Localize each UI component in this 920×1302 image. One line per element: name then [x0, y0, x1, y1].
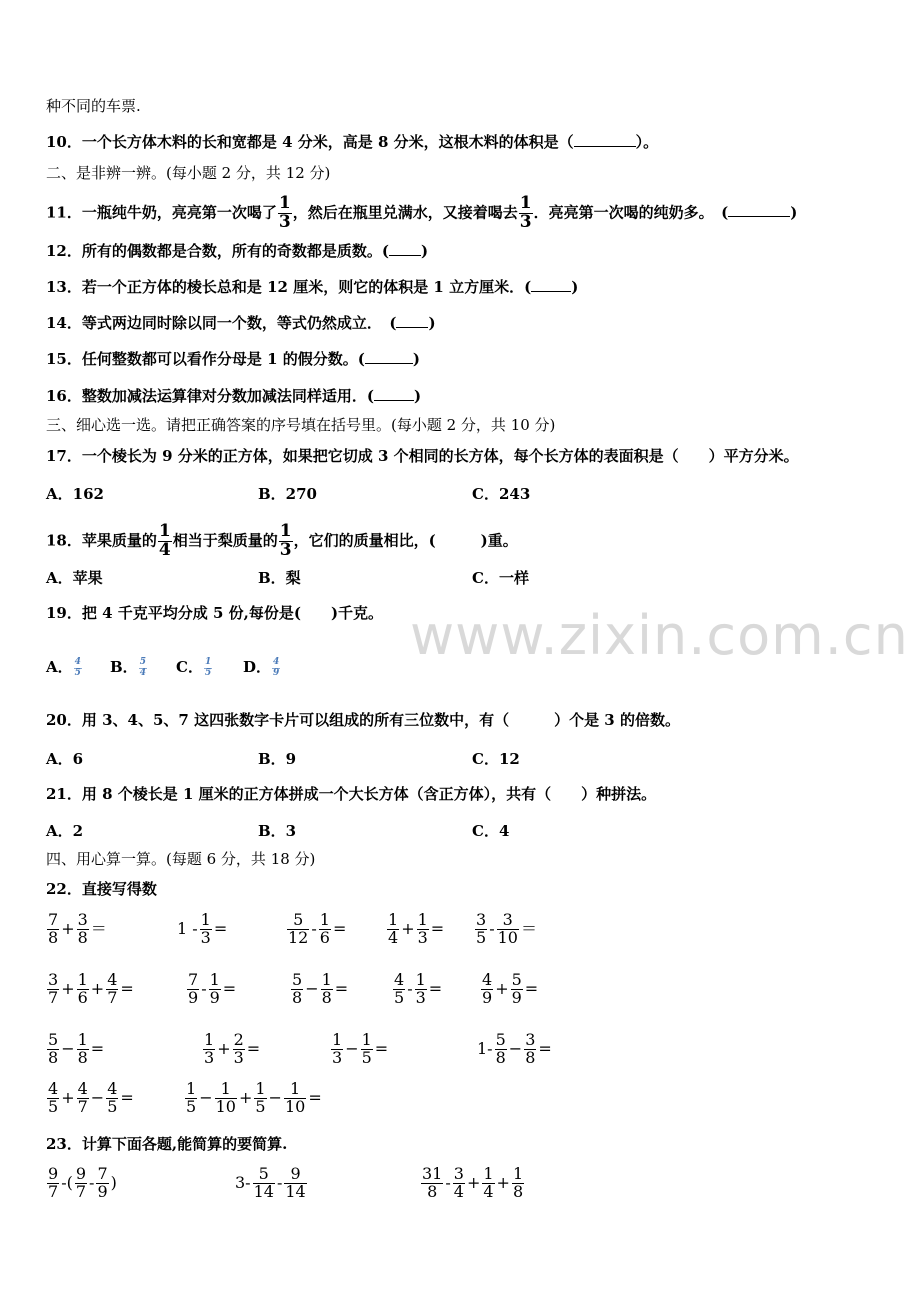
numerator: 4 — [48, 1079, 59, 1098]
numerator: 1 — [332, 1030, 343, 1049]
denominator: 3 — [417, 927, 428, 947]
numerator: 3 — [453, 1164, 464, 1183]
operator: + — [61, 979, 75, 999]
operator: + — [238, 1088, 253, 1108]
q10-text: 10．一个长方体木料的长和宽都是 4 分米，高是 8 分米，这根木料的体积是（ — [46, 133, 574, 151]
answer-blank[interactable] — [374, 386, 414, 401]
q15-end: ) — [412, 350, 420, 368]
fraction — [47, 1166, 59, 1201]
operator: = — [120, 1088, 134, 1108]
denominator: 4 — [453, 1181, 464, 1201]
section-2-heading: 二、是非辨一辨。(每小题 2 分，共 12 分) — [46, 164, 331, 182]
operator: = — [213, 919, 228, 939]
question-23: 23．计算下面各题,能简算的要简算. — [46, 1135, 288, 1153]
fraction — [253, 1166, 275, 1201]
label: C． — [176, 658, 203, 676]
fraction — [47, 1032, 59, 1067]
denominator: 5 — [476, 927, 487, 947]
question-17: 17．一个棱长为 9 分米的正方体，如果把它切成 3 个相同的长方体，每个长方体的表面积是（ ）平方分米。 — [46, 447, 799, 465]
numerator: 5 — [495, 1030, 506, 1049]
operator: + — [217, 1039, 231, 1059]
denominator: 3 — [200, 927, 211, 947]
denominator: 8 — [48, 927, 59, 947]
question-15 — [46, 349, 420, 369]
numerator: 1 — [284, 1081, 306, 1099]
fraction — [200, 912, 212, 947]
denominator: 3 — [204, 1047, 215, 1067]
fraction — [481, 972, 493, 1007]
numerator: 2 — [233, 1030, 244, 1049]
operator: − — [61, 1039, 75, 1059]
question-19: 19．把 4 千克平均分成 5 份,每份是( )千克。 — [46, 604, 384, 622]
numerator: 1 — [186, 1079, 197, 1098]
q18-option-b[interactable]: B．梨 — [258, 569, 301, 587]
fraction — [47, 1081, 59, 1116]
operator: - — [407, 979, 413, 999]
text: 种不同的车票. — [46, 97, 141, 115]
denominator: 4 — [388, 927, 399, 947]
operator: − — [345, 1039, 359, 1059]
fraction — [417, 912, 429, 947]
q18-option-a[interactable]: A．苹果 — [46, 569, 103, 587]
operator: ＝ — [520, 919, 537, 939]
question-11 — [46, 195, 797, 232]
numerator: 1 — [415, 970, 426, 989]
fraction — [331, 1032, 343, 1067]
numerator: 1 — [519, 193, 532, 213]
question-10 — [46, 132, 658, 152]
fraction — [203, 1032, 215, 1067]
numerator: 5 — [287, 912, 309, 930]
numerator: 4 — [273, 657, 280, 668]
operator: − — [90, 1088, 105, 1108]
fraction — [96, 1166, 108, 1201]
numerator: 3 — [476, 910, 487, 929]
calc-expression — [46, 1166, 118, 1201]
denominator: 7 — [107, 987, 118, 1007]
fraction — [204, 658, 212, 678]
section-4-heading: 四、用心算一算。(每题 6 分，共 18 分) — [46, 850, 316, 868]
operator: + — [90, 979, 105, 999]
q10-end: ）。 — [635, 133, 659, 151]
fraction — [77, 912, 89, 947]
numerator: 1 — [204, 1030, 215, 1049]
numerator: 5 — [511, 970, 522, 989]
denominator: 3 — [278, 211, 291, 232]
denominator: 8 — [321, 987, 332, 1007]
operator: + — [61, 919, 75, 939]
calc-expression — [286, 912, 347, 947]
operator: − — [305, 979, 319, 999]
denominator: 9 — [273, 667, 280, 678]
denominator: 8 — [495, 1047, 506, 1067]
fraction — [511, 972, 523, 1007]
denominator: 9 — [97, 1181, 108, 1201]
numerator: 4 — [107, 1079, 118, 1098]
denominator: 5 — [204, 667, 212, 678]
fraction — [482, 1166, 494, 1201]
denominator: 8 — [77, 1047, 88, 1067]
calc-expression — [46, 912, 108, 947]
operator: = — [538, 1039, 552, 1059]
denominator: 7 — [48, 987, 59, 1007]
operator: ＝ — [90, 919, 107, 939]
continued-line — [46, 96, 141, 116]
q14-end: ) — [428, 314, 436, 332]
calc-expression — [330, 1032, 389, 1067]
numerator: 1 — [483, 1164, 494, 1183]
fraction — [497, 912, 519, 947]
question-14 — [46, 313, 436, 333]
fraction — [209, 972, 221, 1007]
calc-expression — [234, 1166, 308, 1201]
numerator: 4 — [394, 970, 405, 989]
numerator: 7 — [48, 910, 59, 929]
numerator: 1 — [279, 521, 292, 541]
fraction — [421, 1166, 443, 1201]
numerator: 7 — [97, 1164, 108, 1183]
fraction — [47, 912, 59, 947]
fraction — [77, 1081, 89, 1116]
q19-option-c[interactable] — [176, 656, 213, 678]
q19-option-d[interactable] — [243, 656, 281, 678]
denominator: 5 — [255, 1096, 266, 1116]
operator: = — [120, 979, 134, 999]
numerator: 1 — [215, 1081, 237, 1099]
fraction — [495, 1032, 507, 1067]
answer-blank[interactable] — [365, 349, 413, 364]
operator: 1 - — [177, 919, 198, 939]
q14-text: 14．等式两边同时除以同一个数，等式仍然成立． ( — [46, 314, 397, 332]
q18-option-c[interactable]: C．一样 — [472, 569, 529, 587]
denominator: 7 — [77, 1096, 88, 1116]
calc-expression — [420, 1166, 525, 1201]
q11-text-c: ．亮亮第一次喝的纯奶多。 ( — [533, 203, 729, 222]
denominator: 10 — [215, 1096, 236, 1116]
denominator: 14 — [253, 1181, 274, 1201]
q17-option-c[interactable]: C．243 — [472, 485, 531, 503]
fraction — [387, 912, 399, 947]
operator: 1- — [477, 1039, 493, 1059]
numerator: 4 — [74, 657, 81, 668]
numerator: 5 — [139, 657, 146, 668]
answer-blank[interactable] — [574, 132, 636, 147]
q21-option-b[interactable]: B．3 — [258, 822, 297, 840]
question-21: 21．用 8 个棱长是 1 厘米的正方体拼成一个大长方体（含正方体），共有（ ）种拼法。 — [46, 785, 657, 803]
calc-expression — [184, 1081, 323, 1116]
denominator: 9 — [188, 987, 199, 1007]
q20-option-c[interactable]: C．12 — [472, 750, 520, 768]
fraction — [284, 1081, 306, 1116]
operator: - — [89, 1173, 95, 1193]
numerator: 1 — [204, 657, 212, 668]
question-18 — [46, 523, 518, 560]
numerator: 1 — [319, 910, 330, 929]
numerator: 5 — [253, 1166, 275, 1184]
calc-expression — [480, 972, 539, 1007]
denominator: 5 — [394, 987, 405, 1007]
denominator: 8 — [512, 1181, 524, 1201]
calc-expression — [392, 972, 443, 1007]
numerator: 3 — [77, 910, 88, 929]
denominator: 8 — [427, 1181, 438, 1201]
numerator: 1 — [158, 521, 171, 541]
question-22: 22．直接写得数 — [46, 880, 157, 898]
denominator: 5 — [107, 1096, 118, 1116]
denominator: 5 — [186, 1096, 197, 1116]
numerator: 1 — [388, 910, 399, 929]
fraction — [47, 972, 59, 1007]
fraction — [475, 912, 487, 947]
fraction — [187, 972, 199, 1007]
denominator: 8 — [48, 1047, 59, 1067]
fraction — [185, 1081, 197, 1116]
fraction — [254, 1081, 266, 1116]
numerator: 1 — [255, 1079, 266, 1098]
q15-text: 15．任何整数都可以看作分母是 1 的假分数。( — [46, 350, 365, 368]
denominator: 5 — [74, 667, 81, 678]
numerator: 31 — [422, 1164, 443, 1183]
question-12 — [46, 241, 428, 261]
denominator: 7 — [48, 1181, 59, 1201]
fraction — [512, 1166, 524, 1201]
operator: − — [508, 1039, 523, 1059]
q12-end: ) — [420, 242, 429, 260]
fraction — [75, 1166, 87, 1201]
fraction — [291, 972, 303, 1007]
operator: = — [524, 979, 539, 999]
watermark: www.zixin.com.cn — [410, 604, 909, 667]
calc-expression — [476, 1032, 553, 1067]
fraction-one-third — [279, 523, 293, 560]
operator: - — [276, 1173, 283, 1193]
fraction — [393, 972, 405, 1007]
q11-end: ) — [790, 203, 798, 222]
fraction — [361, 1032, 373, 1067]
q13-text: 13．若一个正方体的棱长总和是 12 厘米，则它的体积是 1 立方厘米．( — [46, 278, 532, 296]
denominator: 10 — [284, 1096, 306, 1116]
denominator: 4 — [483, 1181, 494, 1201]
q17-option-b[interactable]: B．270 — [258, 485, 317, 503]
numerator: 5 — [292, 970, 303, 989]
calc-expression — [176, 912, 228, 947]
denominator: 9 — [209, 987, 220, 1007]
operator: = — [246, 1039, 261, 1059]
denominator: 7 — [75, 1181, 87, 1201]
q18-text-a: 18．苹果质量的 — [46, 531, 157, 550]
operator: = — [334, 979, 349, 999]
operator: + — [495, 979, 509, 999]
fraction — [74, 658, 82, 678]
question-13 — [46, 277, 578, 297]
operator: -( — [61, 1173, 73, 1193]
operator: 3- — [235, 1173, 251, 1193]
numerator: 9 — [75, 1164, 87, 1183]
denominator: 3 — [332, 1047, 343, 1067]
numerator: 1 — [209, 970, 220, 989]
denominator: 6 — [319, 927, 330, 947]
calc-expression — [290, 972, 349, 1007]
operator: = — [90, 1039, 105, 1059]
denominator: 4 — [158, 539, 171, 560]
q18-text-b: 相当于梨质量的 — [172, 531, 278, 550]
denominator: 5 — [361, 1047, 372, 1067]
q11-text-b: ，然后在瓶里兑满水，又接着喝去 — [292, 203, 518, 222]
operator: + — [61, 1088, 75, 1108]
numerator: 5 — [48, 1030, 59, 1049]
denominator: 9 — [511, 987, 522, 1007]
q21-option-c[interactable]: C．4 — [472, 822, 510, 840]
fraction — [415, 972, 427, 1007]
answer-blank[interactable] — [389, 241, 421, 256]
q11-text-a: 11．一瓶纯牛奶，亮亮第一次喝了 — [46, 203, 277, 222]
numerator: 9 — [284, 1166, 306, 1184]
calc-expression — [202, 1032, 261, 1067]
q19-option-b[interactable] — [110, 656, 148, 678]
fraction-one-fourth — [158, 523, 172, 560]
q21-option-a[interactable]: A．2 — [46, 822, 84, 840]
denominator: 8 — [525, 1047, 536, 1067]
answer-blank[interactable] — [396, 313, 428, 328]
operator: = — [374, 1039, 389, 1059]
operator: = — [428, 979, 443, 999]
denominator: 5 — [48, 1096, 59, 1116]
operator: - — [311, 919, 317, 939]
calc-expression — [46, 1081, 135, 1116]
operator: − — [199, 1088, 213, 1108]
q12-text: 12．所有的偶数都是合数，所有的奇数都是质数。( — [46, 242, 389, 260]
fraction — [139, 658, 147, 678]
numerator: 3 — [48, 970, 59, 989]
numerator: 4 — [482, 970, 493, 989]
fraction — [287, 912, 309, 947]
numerator: 1 — [417, 910, 428, 929]
fraction — [453, 1166, 465, 1201]
q17-option-a[interactable]: A．162 — [46, 485, 104, 503]
fraction — [284, 1166, 306, 1201]
fraction — [106, 1081, 118, 1116]
operator: - — [445, 1173, 451, 1193]
denominator: 3 — [519, 211, 532, 232]
fraction — [233, 1032, 245, 1067]
fraction-one-third-2 — [519, 195, 533, 232]
q20-option-b[interactable]: B．9 — [258, 750, 297, 768]
denominator: 3 — [233, 1047, 244, 1067]
fraction-one-third — [278, 195, 292, 232]
section-3-heading: 三、细心选一选。请把正确答案的序号填在括号里。(每小题 2 分，共 10 分) — [46, 416, 556, 434]
operator: ) — [110, 1173, 117, 1193]
numerator: 3 — [497, 912, 519, 930]
numerator: 4 — [107, 970, 118, 989]
operator: + — [496, 1173, 510, 1193]
operator: = — [222, 979, 237, 999]
numerator: 1 — [321, 970, 332, 989]
calc-expression — [474, 912, 538, 947]
operator: = — [332, 919, 347, 939]
fraction — [272, 658, 280, 678]
calc-expression — [186, 972, 237, 1007]
label: B． — [110, 658, 138, 676]
denominator: 10 — [497, 927, 518, 947]
q20-option-a[interactable]: A．6 — [46, 750, 84, 768]
fraction — [215, 1081, 237, 1116]
numerator: 7 — [188, 970, 199, 989]
numerator: 4 — [77, 1079, 88, 1098]
operator: + — [401, 919, 415, 939]
answer-blank[interactable] — [728, 202, 790, 217]
fraction — [77, 972, 89, 1007]
fraction — [319, 912, 331, 947]
numerator: 1 — [512, 1164, 524, 1183]
question-20: 20．用 3、4、5、7 这四张数字卡片可以组成的所有三位数中，有（ ）个是 3 的倍数。 — [46, 711, 680, 729]
numerator: 1 — [77, 970, 88, 989]
denominator: 3 — [415, 987, 426, 1007]
operator: − — [268, 1088, 282, 1108]
label: D． — [243, 658, 272, 676]
numerator: 9 — [48, 1164, 59, 1183]
denominator: 6 — [77, 987, 88, 1007]
numerator: 3 — [525, 1030, 536, 1049]
q19-option-a[interactable] — [46, 656, 83, 678]
q16-end: ) — [413, 387, 422, 405]
calc-expression — [46, 972, 135, 1007]
numerator: 1 — [278, 193, 291, 213]
denominator: 3 — [279, 539, 292, 560]
denominator: 4 — [139, 667, 146, 678]
fraction — [321, 972, 333, 1007]
q13-end: ) — [571, 278, 579, 296]
numerator: 1 — [361, 1030, 372, 1049]
denominator: 14 — [285, 1181, 306, 1201]
label: A． — [46, 658, 73, 676]
operator: + — [466, 1173, 481, 1193]
calc-expression — [46, 1032, 105, 1067]
fraction — [106, 972, 118, 1007]
answer-blank[interactable] — [531, 277, 571, 292]
denominator: 12 — [288, 927, 309, 947]
numerator: 1 — [77, 1030, 88, 1049]
operator: - — [201, 979, 207, 999]
numerator: 1 — [200, 910, 211, 929]
question-16 — [46, 386, 421, 406]
operator: - — [489, 919, 495, 939]
denominator: 9 — [482, 987, 493, 1007]
fraction — [524, 1032, 536, 1067]
q18-text-c: ，它们的质量相比，( )重。 — [293, 531, 518, 550]
calc-expression — [386, 912, 445, 947]
fraction — [77, 1032, 89, 1067]
q16-text: 16．整数加减法运算律对分数加减法同样适用．( — [46, 387, 374, 405]
operator: = — [430, 919, 445, 939]
operator: = — [308, 1088, 322, 1108]
denominator: 8 — [77, 927, 88, 947]
denominator: 8 — [292, 987, 303, 1007]
